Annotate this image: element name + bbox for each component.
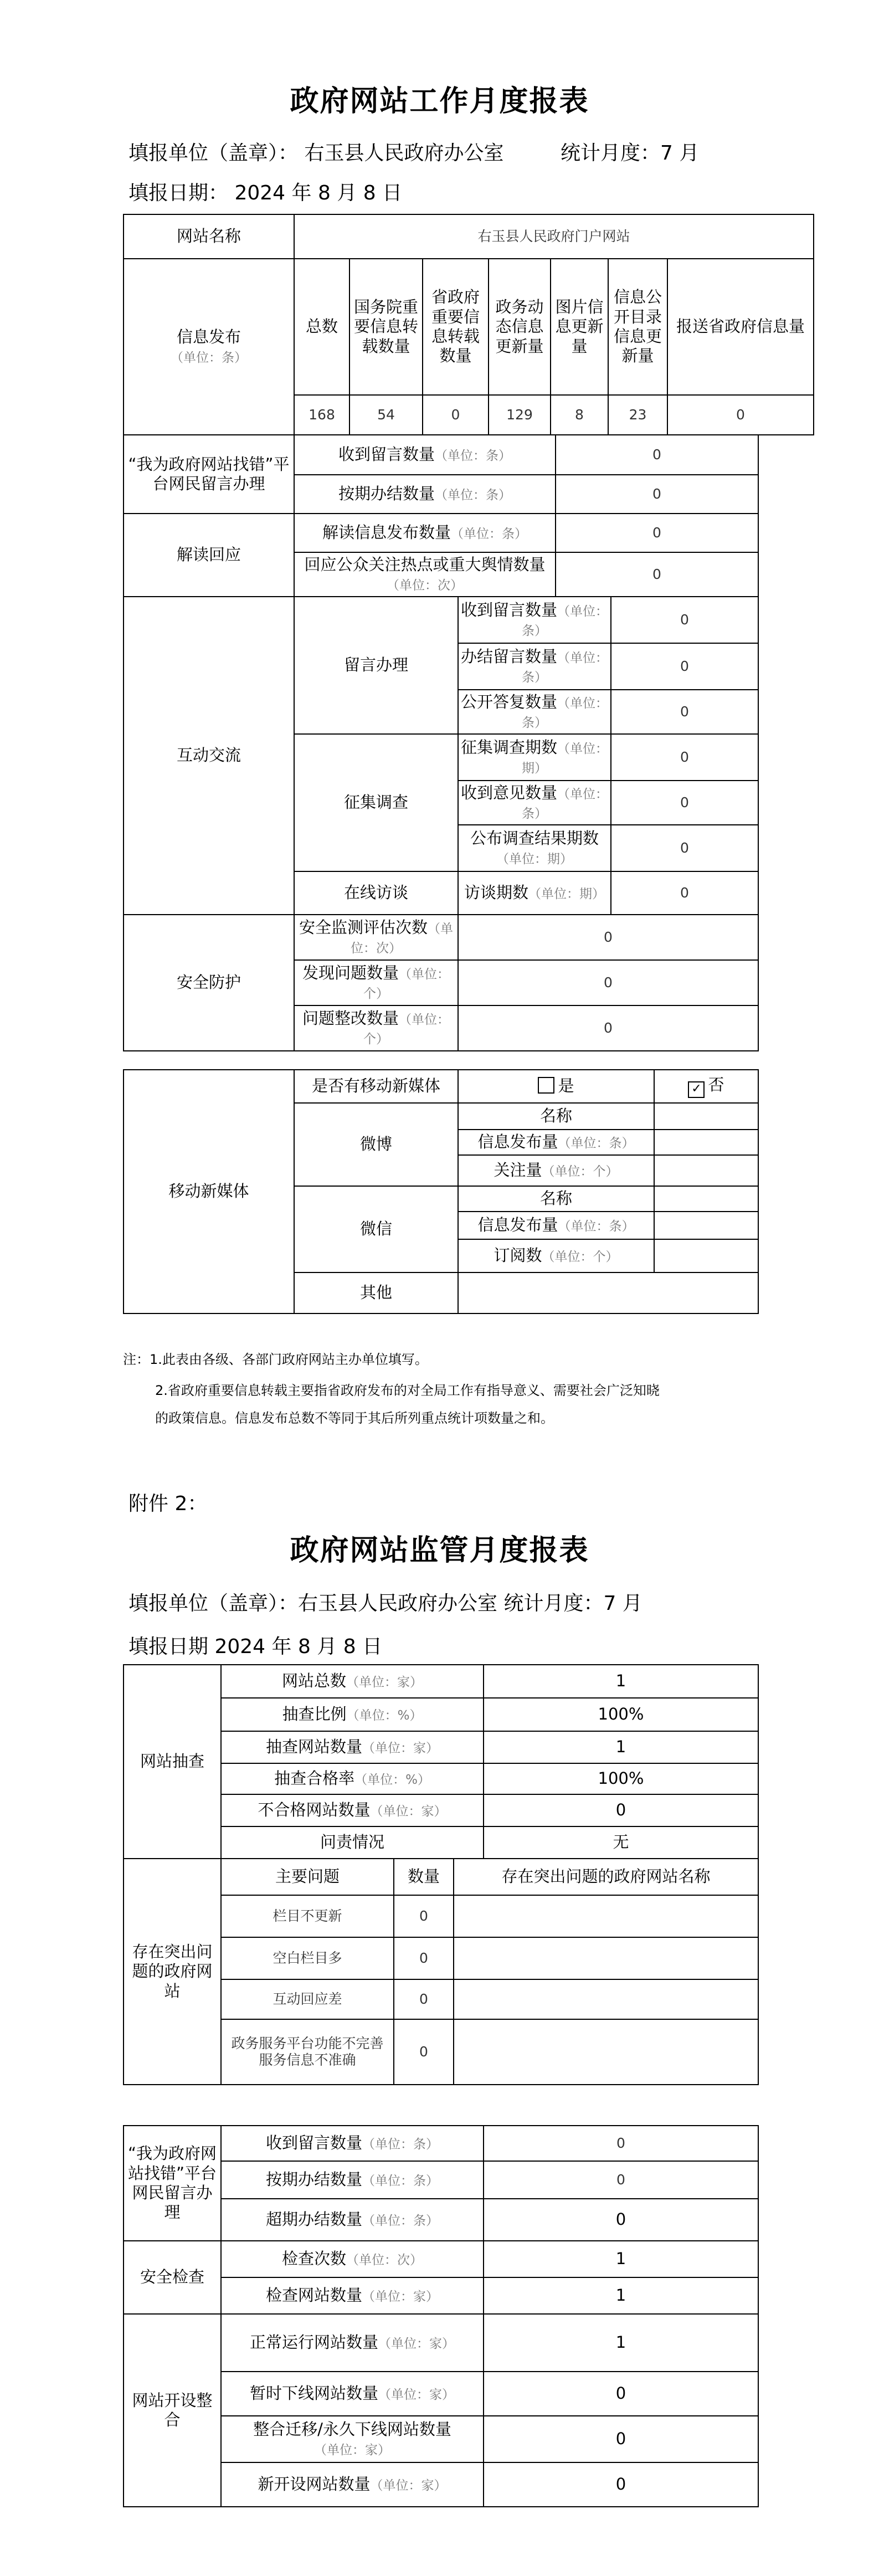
- r2-open-row-label: 正常运行网站数量（单位：家）: [221, 2314, 484, 2372]
- report2-table-findfault: [123, 2125, 759, 2507]
- problem-row-site: [454, 1979, 758, 2019]
- r2-open-row-value: 0: [484, 2462, 758, 2507]
- spot-row-label: 不合格网站数量（单位：家）: [221, 1794, 484, 1826]
- spot-row-label: 问责情况: [221, 1826, 484, 1859]
- message-row-label: 收到留言数量（单位：条）: [458, 597, 611, 643]
- r2-findfault-row-value: 0: [484, 2161, 758, 2199]
- report2-date: 填报日期 2024 年 8 月 8 日: [128, 1635, 383, 1658]
- report1-date: 填报日期： 2024 年 8 月 8 日: [128, 182, 403, 204]
- r2-open-row-value: 0: [484, 2372, 758, 2416]
- spot-row-value: 无: [484, 1826, 758, 1859]
- info-value-report: 0: [667, 395, 814, 435]
- survey-row-value: 0: [611, 825, 758, 871]
- problem-header-site: 存在突出问题的政府网站名称: [454, 1859, 758, 1895]
- yes-option[interactable]: 是: [458, 1070, 654, 1103]
- yes-checkbox-icon[interactable]: [538, 1077, 554, 1094]
- info-value-image: 8: [551, 395, 608, 435]
- report2-title: 政府网站监管月度报表: [290, 1533, 589, 1567]
- problem-row-label: 互动回应差: [221, 1979, 394, 2019]
- site-name-value: 右玉县人民政府门户网站: [294, 214, 814, 259]
- info-header-image: 图片信息更新量: [551, 259, 608, 395]
- report2-table-problems: [123, 1858, 759, 2085]
- message-label: 留言办理: [294, 597, 458, 734]
- info-value-total: 168: [294, 395, 349, 435]
- weibo-follow-label: 关注量（单位：个）: [458, 1155, 654, 1186]
- spot-row-value: 0: [484, 1794, 758, 1826]
- problem-row-label: 政务服务平台功能不完善 服务信息不准确: [221, 2019, 394, 2085]
- info-header-state: 国务院重要信息转载数量: [349, 259, 423, 395]
- r2-security-row-label: 检查网站数量（单位：家）: [221, 2277, 484, 2314]
- weibo-publish-label: 信息发布量（单位：条）: [458, 1130, 654, 1155]
- problem-row-value: 0: [394, 2019, 454, 2085]
- survey-row-label: 公布调查结果期数（单位：期）: [458, 825, 611, 871]
- interact-label: 互动交流: [124, 597, 294, 915]
- problem-header-main: 主要问题: [221, 1859, 394, 1895]
- spot-row-value: 1: [484, 1665, 758, 1698]
- security-row-value: 0: [458, 1005, 758, 1051]
- weibo-label: 微博: [294, 1103, 458, 1186]
- survey-row-value: 0: [611, 734, 758, 781]
- interpret-label: 解读回应: [124, 514, 294, 597]
- info-value-catalog: 23: [608, 395, 667, 435]
- other-label: 其他: [294, 1272, 458, 1313]
- info-header-catalog: 信息公开目录信息更新量: [608, 259, 667, 395]
- security-row-label: 发现问题数量（单位：个）: [294, 960, 458, 1005]
- weibo-name-value: [654, 1103, 758, 1130]
- problem-header-count: 数量: [394, 1859, 454, 1895]
- report2-unit: 填报单位（盖章）：右玉县人民政府办公室 统计月度：7 月: [128, 1592, 642, 1615]
- info-value-news: 129: [489, 395, 551, 435]
- r2-open-row-label: 整合迁移/永久下线网站数量 （单位：家）: [221, 2416, 484, 2462]
- weibo-publish-value: [654, 1130, 758, 1155]
- wechat-subscribe-value: [654, 1239, 758, 1272]
- wechat-name-label: 名称: [458, 1186, 654, 1212]
- security-label: 安全防护: [124, 915, 294, 1051]
- problem-row-value: 0: [394, 1895, 454, 1937]
- info-header-total: 总数: [294, 259, 349, 395]
- security-row-value: 0: [458, 915, 758, 960]
- info-value-state: 54: [349, 395, 423, 435]
- report1-table-interact: [123, 596, 759, 915]
- r2-open-row-label: 暂时下线网站数量（单位：家）: [221, 2372, 484, 2416]
- other-value: [458, 1272, 758, 1313]
- spot-row-label: 网站总数（单位：家）: [221, 1665, 484, 1698]
- spot-row-label: 抽查合格率（单位：%）: [221, 1763, 484, 1794]
- spot-label: 网站抽查: [124, 1665, 221, 1859]
- online-row-value: 0: [611, 871, 758, 915]
- findfault-row-label: 收到留言数量（单位：条）: [294, 435, 556, 475]
- no-checkbox-checked-icon[interactable]: ✓: [688, 1081, 705, 1098]
- weibo-name-label: 名称: [458, 1103, 654, 1130]
- security-row-value: 0: [458, 960, 758, 1005]
- r2-open-row-label: 新开设网站数量（单位：家）: [221, 2462, 484, 2507]
- online-row-label: 访谈期数（单位：期）: [458, 871, 611, 915]
- report1-table-mobile: [123, 1069, 759, 1314]
- problem-row-value: 0: [394, 1979, 454, 2019]
- r2-open-row-value: 1: [484, 2314, 758, 2372]
- attachment-label: 附件 2：: [128, 1492, 208, 1515]
- findfault-row-value: 0: [556, 435, 758, 475]
- r2-open-label: 网站开设整合: [124, 2314, 221, 2507]
- problem-row-value: 0: [394, 1937, 454, 1979]
- wechat-publish-value: [654, 1212, 758, 1239]
- survey-row-label: 收到意见数量（单位：条）: [458, 781, 611, 825]
- problem-row-label: 栏目不更新: [221, 1895, 394, 1937]
- info-header-news: 政务动态信息更新量: [489, 259, 551, 395]
- r2-findfault-row-value: 0: [484, 2199, 758, 2241]
- note-2: 2.省政府重要信息转载主要指省政府发布的对全局工作有指导意义、需要社会广泛知晓: [155, 1383, 660, 1398]
- message-row-value: 0: [611, 597, 758, 643]
- survey-row-value: 0: [611, 781, 758, 825]
- site-name-label: 网站名称: [124, 214, 294, 259]
- problem-row-label: 空白栏目多: [221, 1937, 394, 1979]
- info-publish-label: 信息发布 （单位：条）: [124, 259, 294, 435]
- info-publish-header-row: [124, 259, 814, 395]
- message-row-label: 办结留言数量（单位：条）: [458, 643, 611, 690]
- security-row-label: 问题整改数量（单位：个）: [294, 1005, 458, 1051]
- problem-label: 存在突出问题的政府网站: [124, 1859, 221, 2085]
- mobile-label: 移动新媒体: [124, 1070, 294, 1313]
- spot-row-value: 100%: [484, 1698, 758, 1731]
- interpret-row-label: 解读信息发布数量（单位：条）: [294, 514, 556, 552]
- r2-findfault-row-label: 按期办结数量（单位：条）: [221, 2161, 484, 2199]
- interpret-row-value: 0: [556, 514, 758, 552]
- weibo-follow-value: [654, 1155, 758, 1186]
- info-value-province: 0: [423, 395, 489, 435]
- findfault-label: “我为政府网站找错”平台网民留言办理: [124, 435, 294, 514]
- wechat-publish-label: 信息发布量（单位：条）: [458, 1212, 654, 1239]
- wechat-name-value: [654, 1186, 758, 1212]
- interpret-row-label: 回应公众关注热点或重大舆情数量（单位：次）: [294, 552, 556, 597]
- problem-row-site: [454, 1937, 758, 1979]
- r2-security-label: 安全检查: [124, 2241, 221, 2314]
- message-row-label: 公开答复数量（单位：条）: [458, 690, 611, 734]
- r2-findfault-row-label: 超期办结数量（单位：条）: [221, 2199, 484, 2241]
- info-header-province: 省政府重要信息转载数量: [423, 259, 489, 395]
- report1-unit: 填报单位（盖章）： 右玉县人民政府办公室: [128, 142, 504, 165]
- spot-row-value: 100%: [484, 1763, 758, 1794]
- note-3: 的政策信息。信息发布总数不等同于其后所列重点统计项数量之和。: [155, 1410, 554, 1426]
- has-mobile-label: 是否有移动新媒体: [294, 1070, 458, 1103]
- message-row-value: 0: [611, 690, 758, 734]
- r2-findfault-row-value: 0: [484, 2126, 758, 2161]
- r2-security-row-label: 检查次数（单位：次）: [221, 2241, 484, 2277]
- info-header-report: 报送省政府信息量: [667, 259, 814, 395]
- findfault-row-label: 按期办结数量（单位：条）: [294, 475, 556, 514]
- report1-title: 政府网站工作月度报表: [290, 84, 589, 118]
- note-1: 注：1.此表由各级、各部门政府网站主办单位填写。: [123, 1352, 428, 1367]
- spot-row-value: 1: [484, 1731, 758, 1763]
- report1-month: 统计月度：7 月: [561, 142, 700, 165]
- report2-table-spot: [123, 1664, 759, 1859]
- spot-row-label: 抽查网站数量（单位：家）: [221, 1731, 484, 1763]
- r2-findfault-label: “我为政府网站找错”平台网民留言办理: [124, 2126, 221, 2241]
- r2-findfault-row-label: 收到留言数量（单位：条）: [221, 2126, 484, 2161]
- r2-security-row-value: 1: [484, 2277, 758, 2314]
- report1-table-sections: [123, 434, 759, 597]
- r2-open-row-value: 0: [484, 2416, 758, 2462]
- r2-security-row-value: 1: [484, 2241, 758, 2277]
- findfault-row-value: 0: [556, 475, 758, 514]
- problem-row-site: [454, 2019, 758, 2085]
- no-option[interactable]: ✓ 否: [654, 1070, 758, 1103]
- report1-table: [123, 214, 814, 435]
- survey-label: 征集调查: [294, 734, 458, 871]
- spot-row-label: 抽查比例（单位：%）: [221, 1698, 484, 1731]
- survey-row-label: 征集调查期数（单位：期）: [458, 734, 611, 781]
- wechat-subscribe-label: 订阅数（单位：个）: [458, 1239, 654, 1272]
- security-row-label: 安全监测评估次数（单位：次）: [294, 915, 458, 960]
- problem-row-site: [454, 1895, 758, 1937]
- interpret-row-value: 0: [556, 552, 758, 597]
- wechat-label: 微信: [294, 1186, 458, 1272]
- message-row-value: 0: [611, 643, 758, 690]
- online-label: 在线访谈: [294, 871, 458, 915]
- report1-table-security: [123, 914, 759, 1051]
